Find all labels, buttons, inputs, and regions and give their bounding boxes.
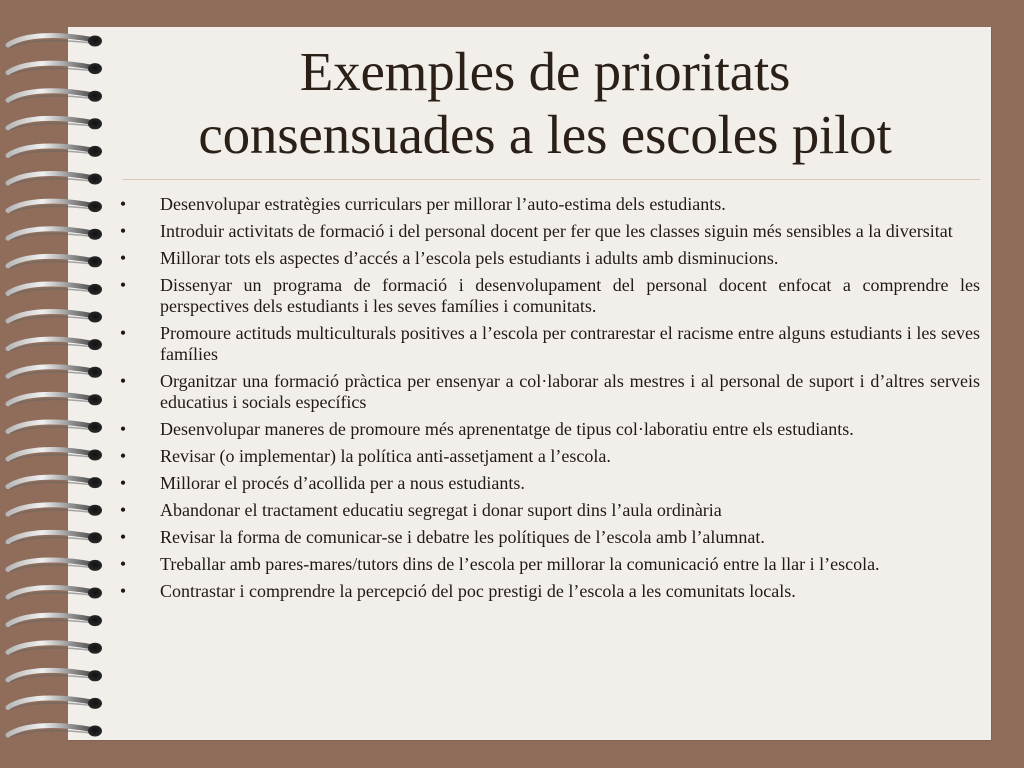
bullet-text-11: Revisar la forma de comunicar-se i debatre les polítiques de l’escola amb l’alumnat. <box>160 527 765 547</box>
bullet-item-4 <box>115 275 980 317</box>
bullet-text-10: Abandonar el tractament educatiu segregat i donar suport dins l’aula ordinària <box>160 500 722 520</box>
title-divider <box>122 179 980 180</box>
bullet-icon: • <box>119 371 127 391</box>
bullet-icon: • <box>119 554 127 574</box>
bullet-icon: • <box>119 248 127 268</box>
bullet-icon: • <box>119 446 127 466</box>
priority-bullet-list <box>115 194 980 602</box>
bullet-icon: • <box>119 323 127 343</box>
bullet-text-5: Promoure actituds multiculturals positives a l’escola per contrarestar el racisme entre alguns estudiants i les seves famílies <box>160 323 980 364</box>
bullet-icon: • <box>119 527 127 547</box>
bullet-text-4: Dissenyar un programa de formació i desenvolupament del personal docent enfocat a comprendre les perspectives dels estudiants i les seves famílies i comunitats. <box>160 275 980 316</box>
slide-title-line-2: consensuades a les escoles pilot <box>198 104 892 165</box>
bullet-text-9: Millorar el procés d’acollida per a nous estudiants. <box>160 473 525 493</box>
bullet-item-11 <box>115 527 980 548</box>
bullet-item-1 <box>115 194 980 215</box>
bullet-item-13 <box>115 581 980 602</box>
bullet-text-2: Introduir activitats de formació i del personal docent per fer que les classes siguin més sensibles a la diversitat <box>160 221 953 241</box>
bullet-item-8 <box>115 446 980 467</box>
bullet-item-9 <box>115 473 980 494</box>
bullet-text-12: Treballar amb pares-mares/tutors dins de l’escola per millorar la comunicació entre la llar i l’escola. <box>160 554 880 574</box>
bullet-icon: • <box>119 419 127 439</box>
bullet-item-7 <box>115 419 980 440</box>
bullet-text-6: Organitzar una formació pràctica per ensenyar a col·laborar als mestres i al personal de suport i d’altres serveis educatius i socials específics <box>160 371 980 412</box>
bullet-icon: • <box>119 275 127 295</box>
bullet-text-8: Revisar (o implementar) la política anti-assetjament a l’escola. <box>160 446 611 466</box>
slide-title-line-1: Exemples de prioritats <box>299 41 791 102</box>
bullet-text-7: Desenvolupar maneres de promoure més aprenentatge de tipus col·laboratiu entre els estudiants. <box>160 419 854 439</box>
bullet-icon: • <box>119 581 127 601</box>
bullet-text-13: Contrastar i comprendre la percepció del poc prestigi de l’escola a les comunitats locals. <box>160 581 796 601</box>
bullet-item-6 <box>115 371 980 413</box>
bullet-item-12 <box>115 554 980 575</box>
bullet-item-5 <box>115 323 980 365</box>
bullet-text-3: Millorar tots els aspectes d’accés a l’escola pels estudiants i adults amb disminucions. <box>160 248 779 268</box>
slide-title <box>110 40 980 180</box>
bullet-icon: • <box>119 473 127 493</box>
bullet-item-10 <box>115 500 980 521</box>
bullet-icon: • <box>119 500 127 520</box>
bullet-text-1: Desenvolupar estratègies curriculars per millorar l’auto-estima dels estudiants. <box>160 194 726 214</box>
bullet-icon: • <box>119 194 127 214</box>
bullet-item-3 <box>115 248 980 269</box>
bullet-item-2 <box>115 221 980 242</box>
bullet-icon: • <box>119 221 127 241</box>
